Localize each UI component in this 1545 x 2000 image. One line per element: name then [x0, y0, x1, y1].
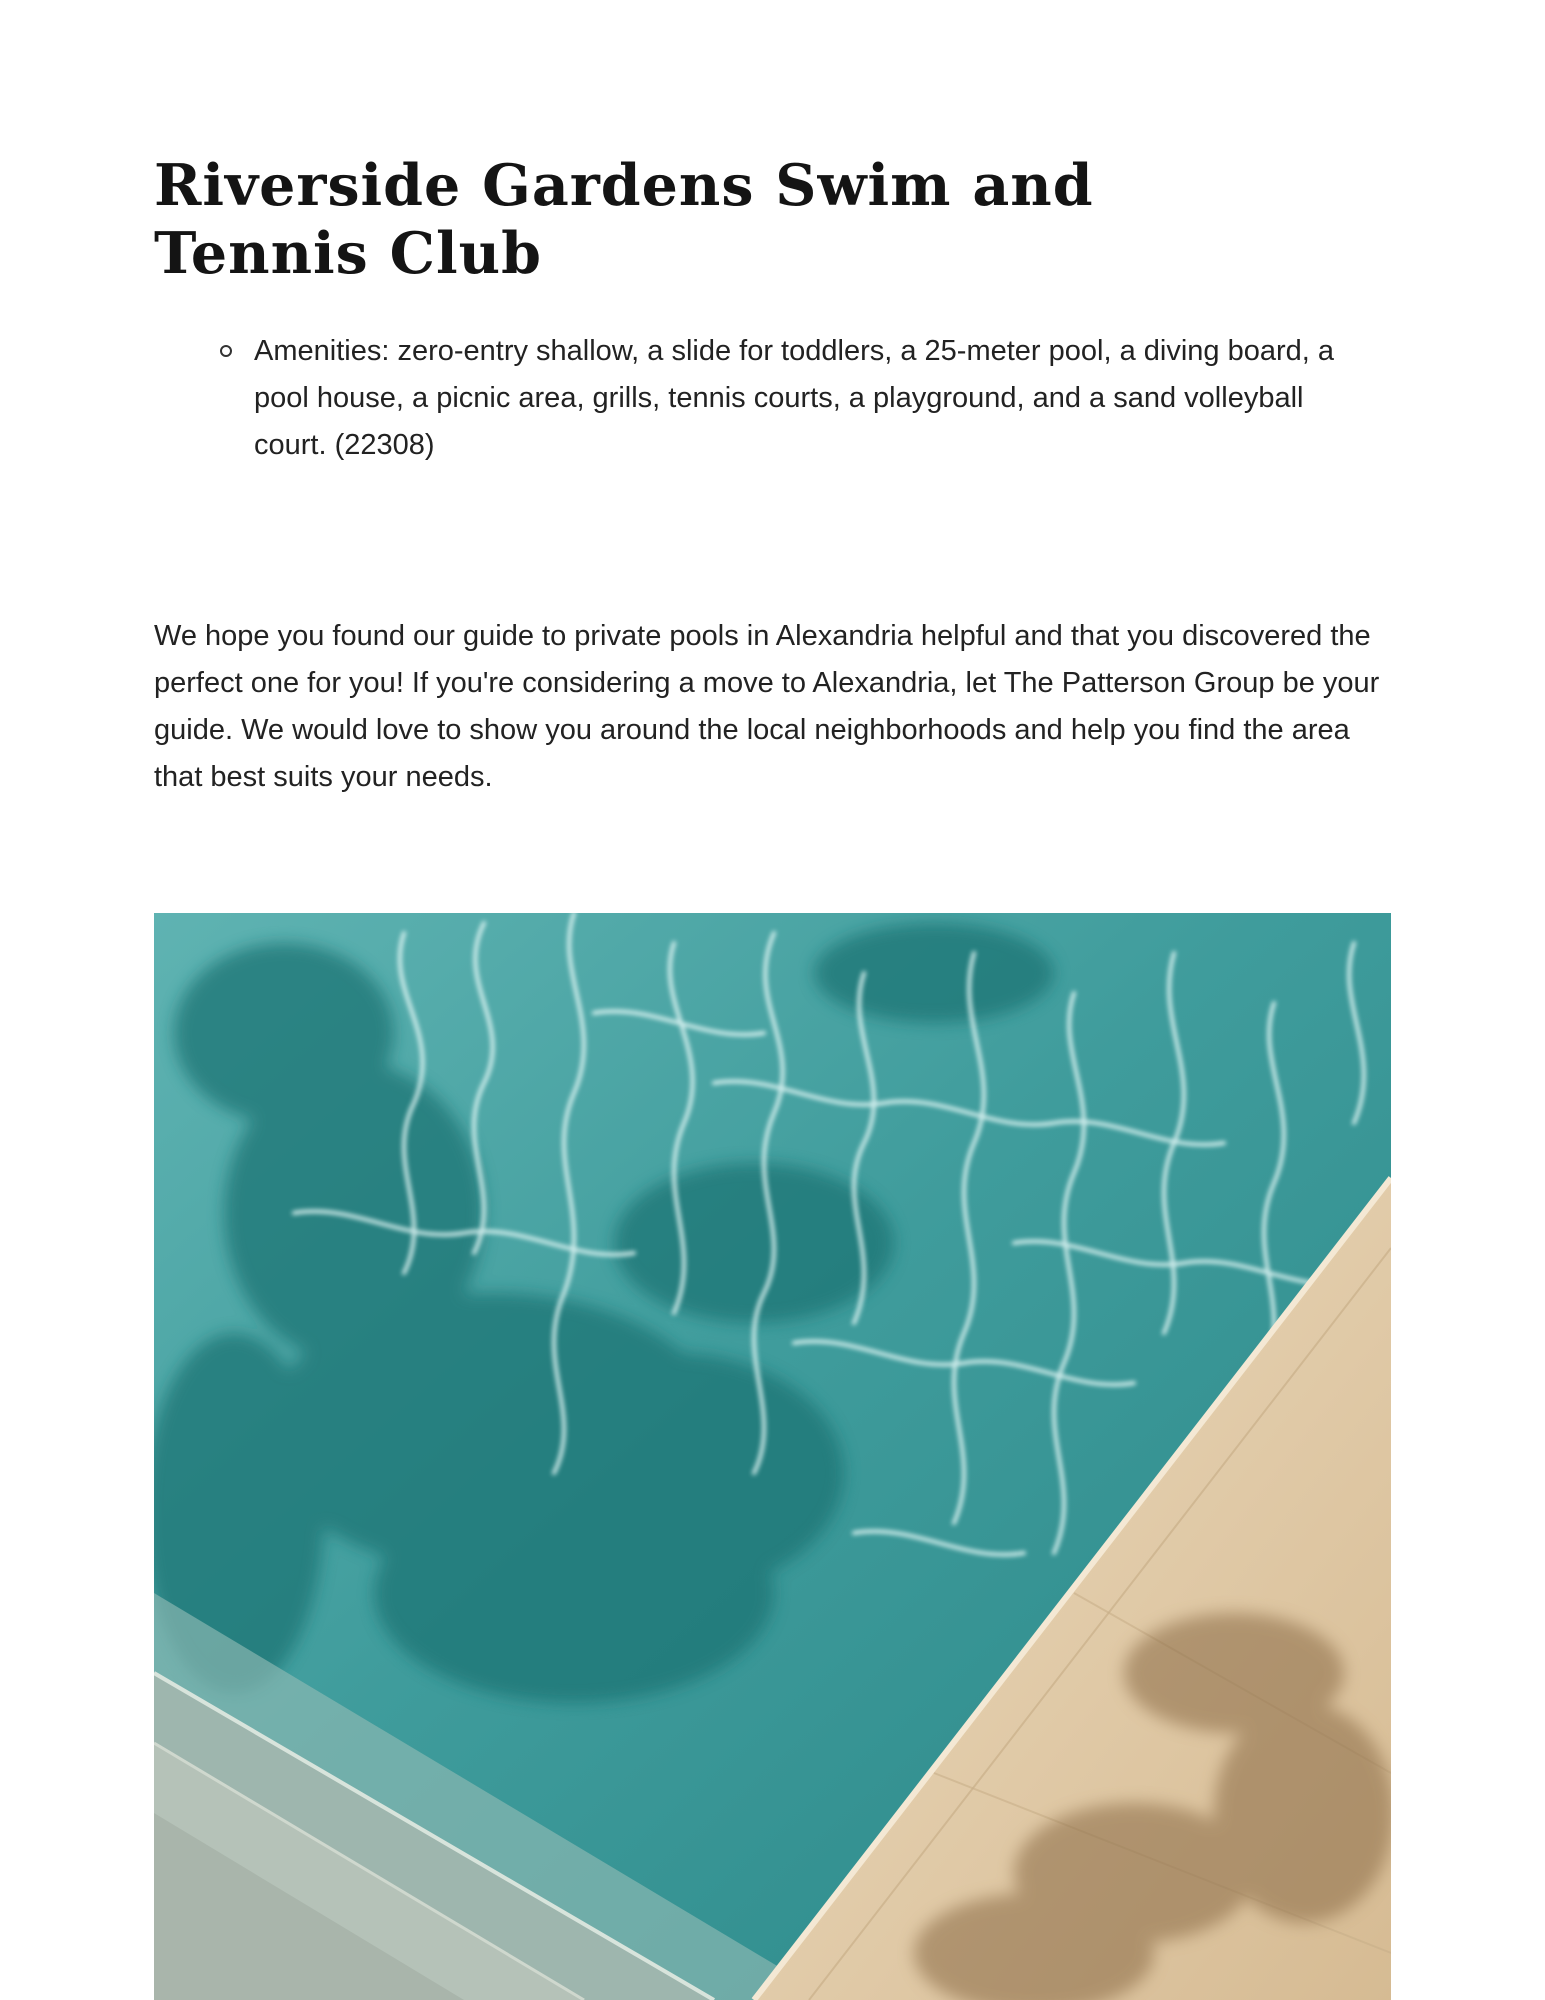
pool-photo — [154, 913, 1391, 2000]
page-title: Riverside Gardens Swim and Tennis Club — [154, 152, 1094, 287]
amenities-text: Amenities: zero-entry shallow, a slide for toddlers, a 25-meter pool, a diving board, a pool house, a picnic area, grills, tennis courts, a playground, and a sand volleyball court. (22308) — [254, 335, 1334, 461]
hollow-circle-bullet-icon — [220, 345, 232, 357]
amenities-list — [220, 328, 1350, 469]
closing-paragraph: We hope you found our guide to private pools in Alexandria helpful and that you discovered the perfect one for you! If you're considering a move to Alexandria, let The Patterson Group be your guide. We would love to show you around the local neighborhoods and help you find the area that best suits your needs. — [154, 620, 1380, 793]
list-item — [220, 328, 1350, 469]
